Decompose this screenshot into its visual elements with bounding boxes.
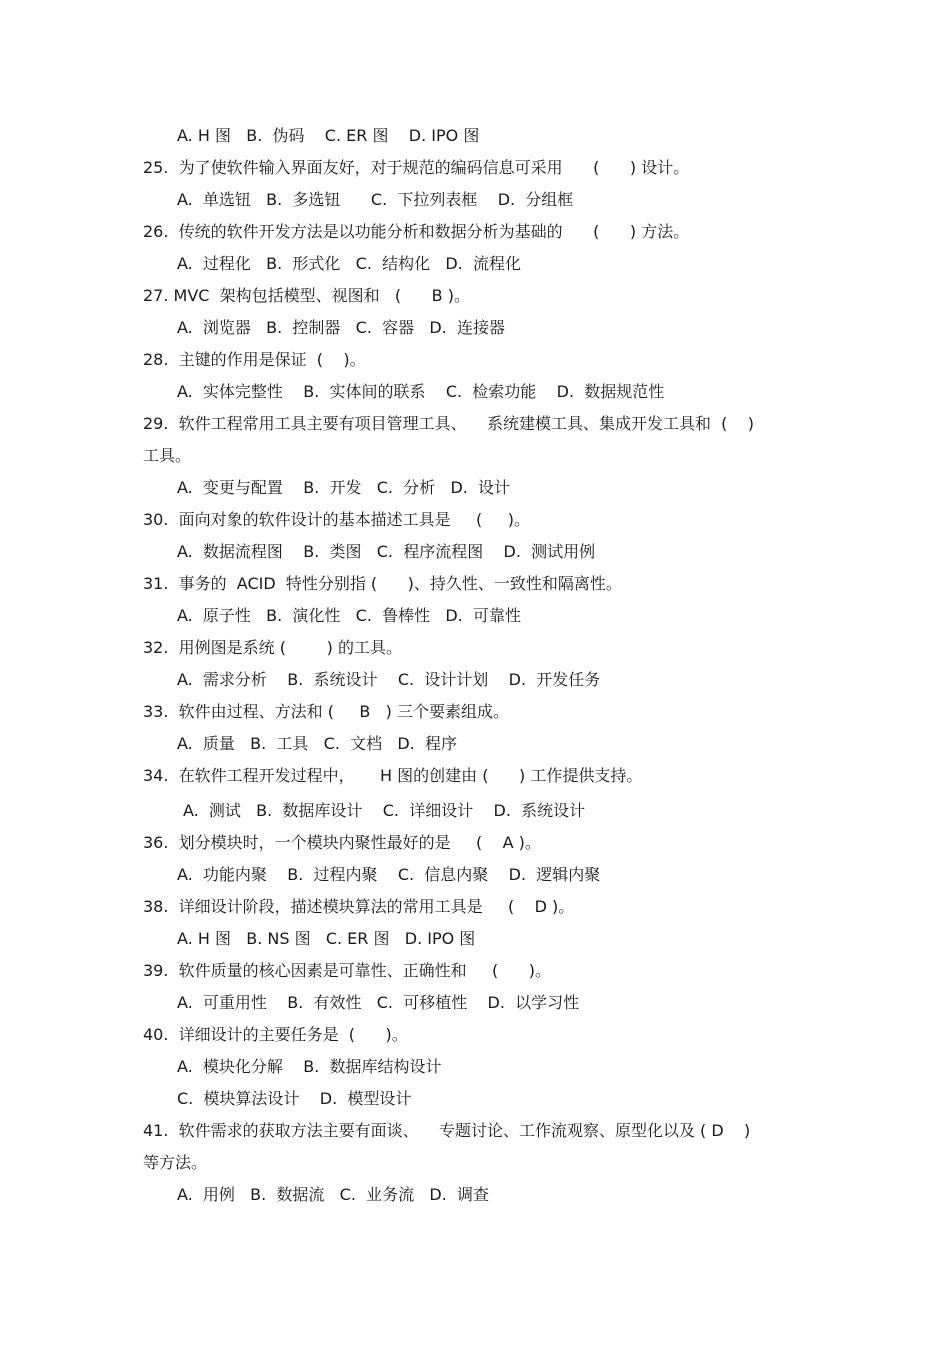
question-31: 31. 事务的 ACID 特性分别指 ( )、持久性、一致性和隔离性。 bbox=[143, 574, 622, 593]
question-32: 32. 用例图是系统 ( ) 的工具。 bbox=[143, 638, 402, 657]
answer-options-27: A. 浏览器 B. 控制器 C. 容器 D. 连接器 bbox=[177, 318, 505, 337]
answer-options-40-row1: A. 模块化分解 B. 数据库结构设计 bbox=[177, 1057, 442, 1076]
answer-options-39: A. 可重用性 B. 有效性 C. 可移植性 D. 以学习性 bbox=[177, 993, 580, 1012]
answer-options-25: A. 单选钮 B. 多选钮 C. 下拉列表框 D. 分组框 bbox=[177, 190, 574, 209]
answer-options-38: A. H 图 B. NS 图 C. ER 图 D. IPO 图 bbox=[177, 929, 476, 948]
question-28: 28. 主键的作用是保证 ( )。 bbox=[143, 350, 366, 369]
answer-options-41: A. 用例 B. 数据流 C. 业务流 D. 调查 bbox=[177, 1185, 489, 1204]
answer-options-26: A. 过程化 B. 形式化 C. 结构化 D. 流程化 bbox=[177, 254, 521, 273]
question-40: 40. 详细设计的主要任务是 ( )。 bbox=[143, 1025, 408, 1044]
answer-options-33: A. 质量 B. 工具 C. 文档 D. 程序 bbox=[177, 734, 457, 753]
answer-options-24: A. H 图 B. 伪码 C. ER 图 D. IPO 图 bbox=[177, 126, 480, 145]
answer-options-32: A. 需求分析 B. 系统设计 C. 设计计划 D. 开发任务 bbox=[177, 670, 601, 689]
answer-options-31: A. 原子性 B. 演化性 C. 鲁棒性 D. 可靠性 bbox=[177, 606, 521, 625]
question-38: 38. 详细设计阶段，描述模块算法的常用工具是 ( D )。 bbox=[143, 897, 575, 916]
question-34: 34. 在软件工程开发过程中， H 图的创建由 ( ) 工作提供支持。 bbox=[143, 766, 643, 785]
question-25: 25. 为了使软件输入界面友好，对于规范的编码信息可采用 ( ) 设计。 bbox=[143, 158, 690, 177]
answer-options-30: A. 数据流程图 B. 类图 C. 程序流程图 D. 测试用例 bbox=[177, 542, 596, 561]
question-33: 33. 软件由过程、方法和 ( B ) 三个要素组成。 bbox=[143, 702, 509, 721]
answer-options-36: A. 功能内聚 B. 过程内聚 C. 信息内聚 D. 逻辑内聚 bbox=[177, 865, 601, 884]
question-41-continued: 等方法。 bbox=[143, 1153, 208, 1172]
question-36: 36. 划分模块时，一个模块内聚性最好的是 ( A )。 bbox=[143, 833, 541, 852]
question-27: 27. MVC 架构包括模型、视图和 ( B )。 bbox=[143, 286, 470, 305]
question-41: 41. 软件需求的获取方法主要有面谈、 专题讨论、工作流观察、原型化以及 ( D ) bbox=[143, 1121, 751, 1140]
answer-options-28: A. 实体完整性 B. 实体间的联系 C. 检索功能 D. 数据规范性 bbox=[177, 382, 665, 401]
question-39: 39. 软件质量的核心因素是可靠性、正确性和 ( )。 bbox=[143, 961, 552, 980]
answer-options-34: A. 测试 B. 数据库设计 C. 详细设计 D. 系统设计 bbox=[183, 801, 586, 820]
answer-options-40-row2: C. 模块算法设计 D. 模型设计 bbox=[177, 1089, 412, 1108]
question-26: 26. 传统的软件开发方法是以功能分析和数据分析为基础的 ( ) 方法。 bbox=[143, 222, 690, 241]
question-29-continued: 工具。 bbox=[143, 446, 192, 465]
question-29: 29. 软件工程常用工具主要有项目管理工具、 系统建模工具、集成开发工具和 ( ) bbox=[143, 414, 754, 433]
answer-options-29: A. 变更与配置 B. 开发 C. 分析 D. 设计 bbox=[177, 478, 511, 497]
question-30: 30. 面向对象的软件设计的基本描述工具是 ( )。 bbox=[143, 510, 530, 529]
